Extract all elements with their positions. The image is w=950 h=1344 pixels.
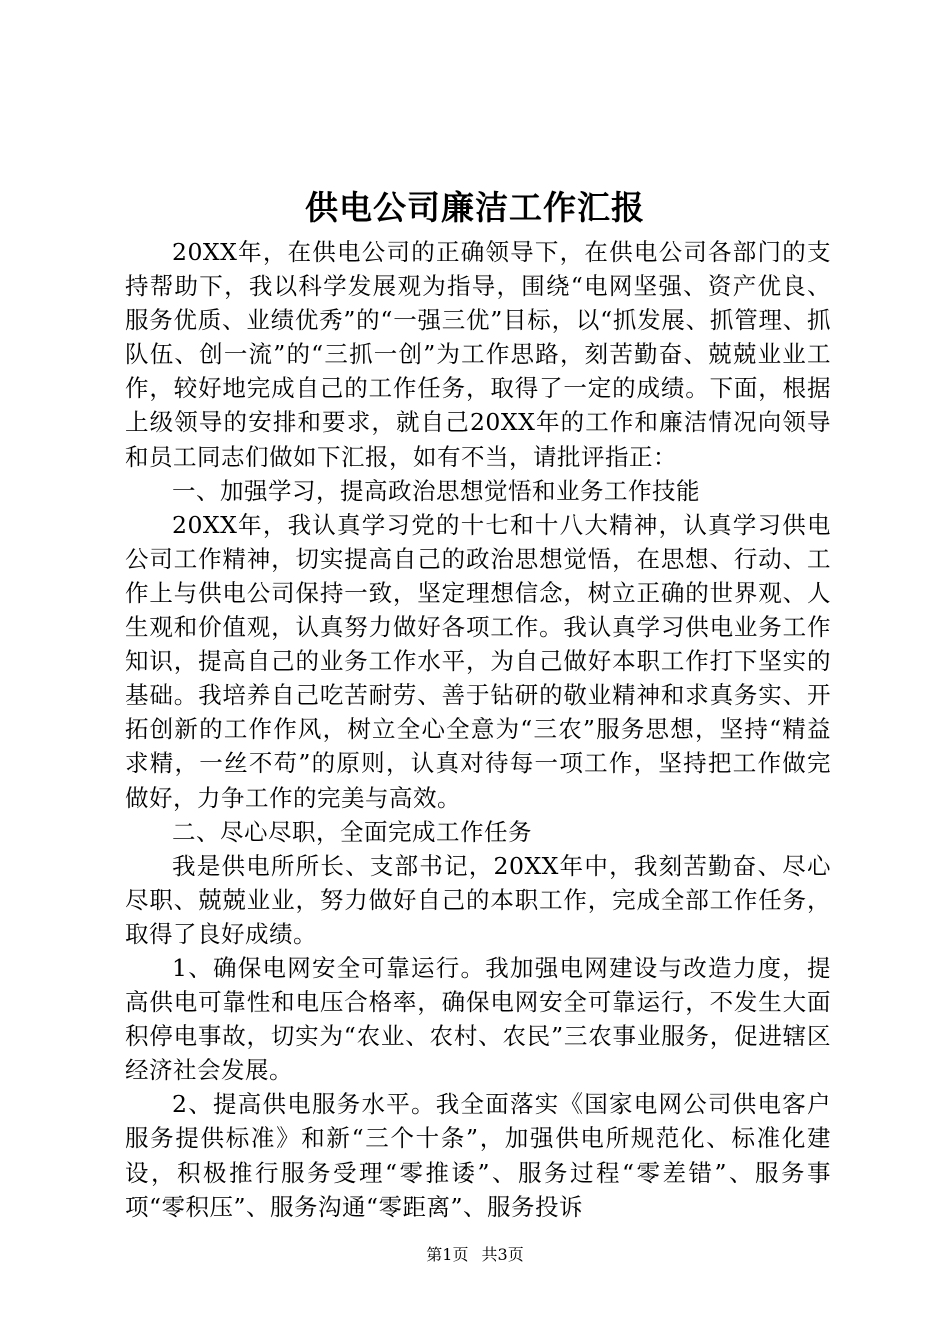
- page-total: 共3页: [481, 1245, 524, 1264]
- page-number: 第1页: [426, 1245, 469, 1264]
- paragraph-study: 20XX年，我认真学习党的十七和十八大精神，认真学习供电公司工作精神，切实提高自己的政治思想觉悟，在思想、行动、工作上与供电公司保持一致，坚定理想信念，树立正确的世界观、人生观和价值观，认真努力做好各项工作。我认真学习供电业务工作知识，提高自己的业务工作水平，为自己做好本职工作打下坚实的基础。我培养自己吃苦耐劳、善于钻研的敬业精神和求真务实、开拓创新的工作作风，树立全心全意为“三农”服务思想，坚持“精益求精，一丝不苟”的原则，认真对待每一项工作，坚持把工作做完做好，力争工作的完美与高效。: [125, 510, 831, 812]
- paragraph-item-2: 2、提高供电服务水平。我全面落实《国家电网公司供电客户服务提供标准》和新“三个十条”，加强供电所规范化、标准化建设，积极推行服务受理“零推诿”、服务过程“零差错”、服务事项“零积压”、服务沟通“零距离”、服务投诉: [125, 1090, 831, 1221]
- paragraph-intro: 20XX年，在供电公司的正确领导下，在供电公司各部门的支持帮助下，我以科学发展观为指导，围绕“电网坚强、资产优良、服务优质、业绩优秀”的“一强三优”目标，以“抓发展、抓管理、抓队伍、创一流”的“三抓一创”为工作思路，刻苦勤奋、兢兢业业工作，较好地完成自己的工作任务，取得了一定的成绩。下面，根据上级领导的安排和要求，就自己20XX年的工作和廉洁情况向领导和员工同志们做如下汇报，如有不当，请批评指正：: [125, 238, 831, 471]
- section-heading-1: 一、加强学习，提高政治思想觉悟和业务工作技能: [172, 476, 700, 505]
- document-body: [125, 235, 831, 1224]
- paragraph-item-1: 1、确保电网安全可靠运行。我加强电网建设与改造力度，提高供电可靠性和电压合格率，确保电网安全可靠运行，不发生大面积停电事故，切实为“农业、农村、农民”三农事业服务，促进辖区经济社会发展。: [125, 953, 831, 1085]
- page-footer: [0, 1244, 950, 1266]
- section-heading-2: 二、尽心尽职，全面完成工作任务: [172, 817, 532, 846]
- paragraph-duties: 我是供电所所长、支部书记，20XX年中，我刻苦勤奋、尽心尽职、兢兢业业，努力做好自己的本职工作，完成全部工作任务，取得了良好成绩。: [125, 851, 831, 948]
- document-title: 供电公司廉洁工作汇报: [305, 188, 645, 227]
